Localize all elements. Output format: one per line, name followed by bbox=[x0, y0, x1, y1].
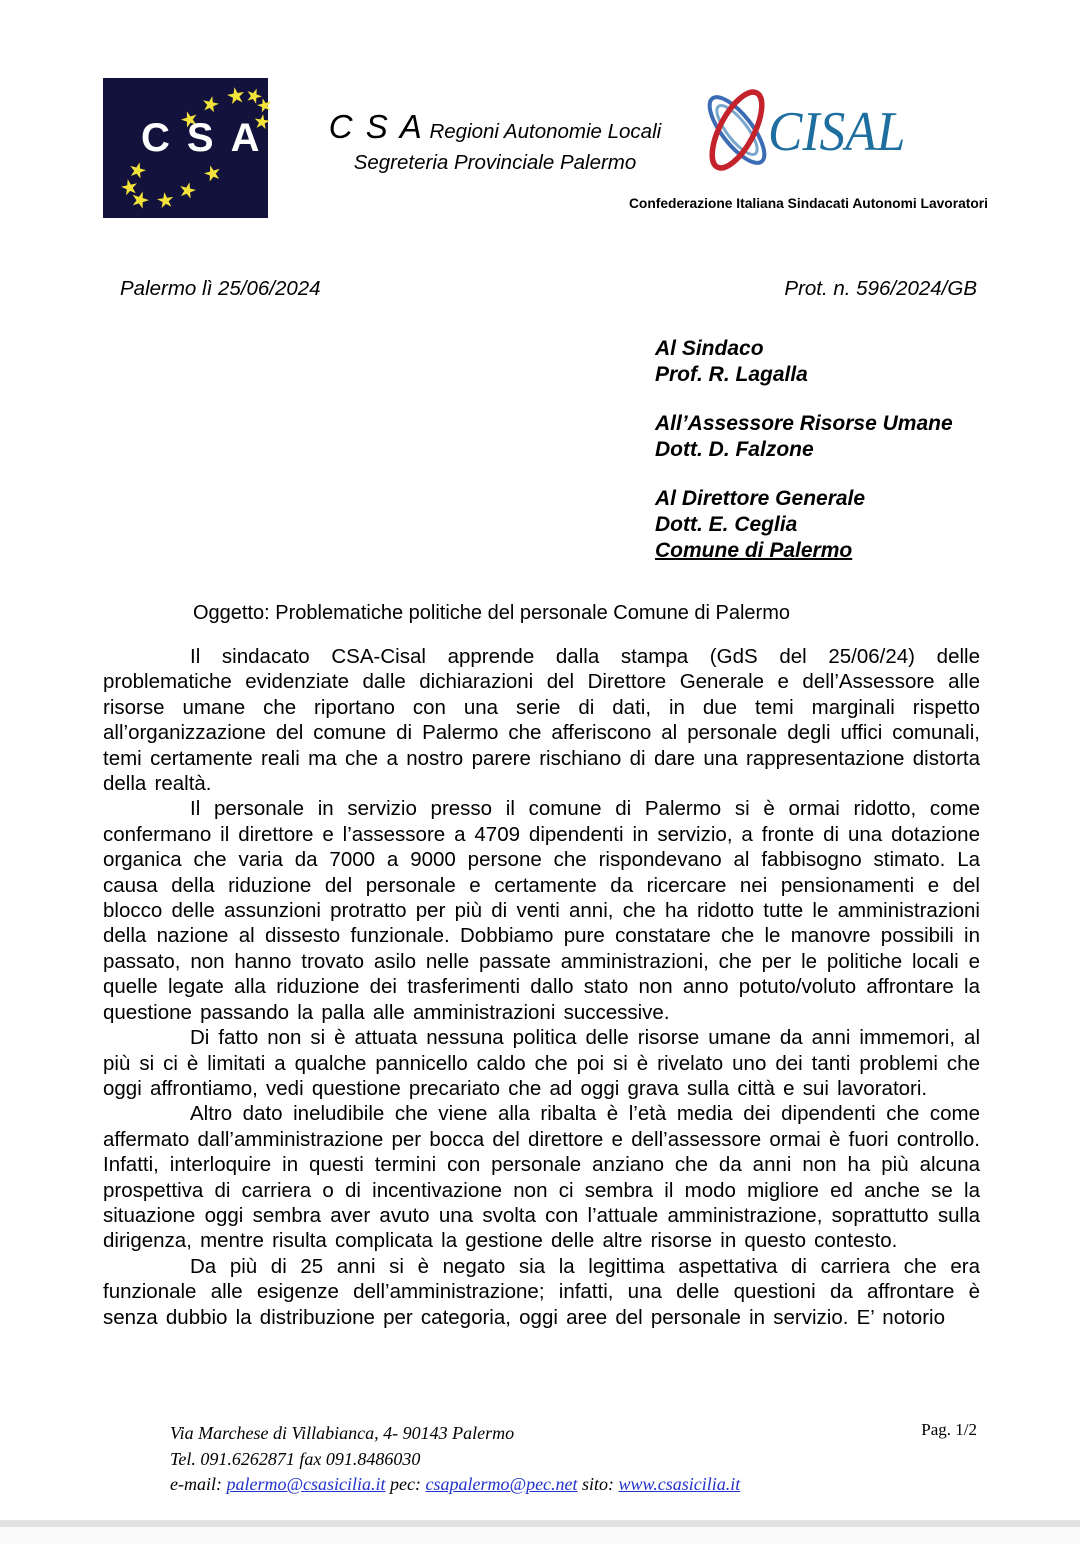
body-paragraph: Il sindacato CSA-Cisal apprende dalla stampa (GdS del 25/06/24) delle problematiche evidenziate dalle dichiarazioni del Direttore Generale e dell’Assessore alle risorse umane che riportano con una serie di dati, in due temi marginali rispetto all’organizzazione del comune di Palermo che afferiscono al personale degli uffici comunali, temi certamente reali ma che a nostro parere rischiano di dare una rappresentazione distorta della realtà. bbox=[103, 645, 980, 796]
eu-star-icon bbox=[200, 94, 220, 114]
eu-star-icon bbox=[129, 189, 152, 212]
footer-email-link[interactable]: palermo@csasicilia.it bbox=[226, 1474, 386, 1494]
viewer-background bbox=[0, 1527, 1080, 1544]
page-indicator: Pag. 1/2 bbox=[921, 1420, 977, 1439]
eu-star-icon bbox=[177, 180, 198, 201]
eu-star-icon bbox=[226, 86, 247, 107]
csa-logo bbox=[103, 78, 277, 218]
footer-pec-label: pec: bbox=[385, 1474, 426, 1494]
footer-address: Via Marchese di Villabianca, 4- 90143 Palermo bbox=[170, 1423, 515, 1443]
eu-star-icon bbox=[202, 163, 223, 184]
recipient-line: Dott. E. Ceglia bbox=[655, 513, 798, 536]
footer-email-label: e-mail: bbox=[170, 1474, 227, 1494]
body-paragraph: Il personale in servizio presso il comune di Palermo si è ormai ridotto, come confermano il direttore e l’assessore a 4709 dipendenti in servizio, a fronte di una dotazione organica che varia da 7000 a 9000 persone che rispondevano al fabbisogno stimato. La causa della riduzione del personale e certamente da ricercare nei pensionamenti e del blocco delle assunzioni protratto per più di venti anni, che ha ridotto tutte le amministrazioni della nazione al dissesto funzionale. Dobbiamo pure constatare che le manovre possibili in passato, non hanno trovato asilo nelle passate amministrazioni, che per le politiche locali e quelle legate alla riduzione dei trasferimenti dallo stato non anno potuto/voluto affrontare la questione passando la palla alle amministrazioni successive. bbox=[103, 797, 980, 1024]
cisal-logo-text: CISAL bbox=[768, 101, 906, 163]
organization-name bbox=[295, 108, 695, 146]
recipient-line: All’Assessore Risorse Umane bbox=[655, 412, 953, 435]
recipient-mayor bbox=[655, 336, 953, 388]
recipient-entity: Comune di Palermo bbox=[655, 539, 853, 562]
eu-star-icon bbox=[255, 96, 273, 114]
org-name-rest: Regioni Autonomie Locali bbox=[429, 120, 662, 143]
recipient-line: Al Direttore Generale bbox=[655, 487, 866, 510]
organization-title-block bbox=[295, 108, 695, 175]
eu-star-icon bbox=[119, 177, 139, 197]
place-date: Palermo lì 25/06/2024 bbox=[120, 277, 321, 300]
body-paragraph: Di fatto non si è attuata nessuna politica delle risorse umane da anni immemori, al più si ci è limitati a qualche pannicello caldo che poi si è rivelato uno dei tanti problemi che oggi affrontiamo, vedi questione precariato che ad oggi grava sulla città e sui lavoratori. bbox=[103, 1026, 980, 1100]
recipient-line: Al Sindaco bbox=[655, 337, 764, 360]
page-bottom-edge bbox=[0, 1520, 1080, 1527]
recipients-block bbox=[655, 336, 953, 587]
eu-star-icon bbox=[127, 160, 148, 181]
eu-star-icon bbox=[244, 86, 265, 107]
body-paragraph: Da più di 25 anni si è negato sia la legittima aspettativa di carriera che era funzionale alle esigenze dell’amministrazione; infatti, una delle questioni da affrontare è senza dubbio la distribuzione per categoria, oggi aree del personale in servizio. E’ notorio bbox=[103, 1254, 980, 1329]
footer-pec-link[interactable]: csapalermo@pec.net bbox=[425, 1474, 578, 1494]
eu-star-icon bbox=[156, 191, 175, 210]
recipient-director bbox=[655, 486, 953, 564]
recipient-line: Prof. R. Lagalla bbox=[655, 363, 808, 386]
cisal-full-name: Confederazione Italiana Sindacati Autonomi Lavoratori bbox=[628, 196, 988, 211]
protocol-number: Prot. n. 596/2024/GB bbox=[784, 277, 977, 300]
body-paragraph: Altro dato ineludibile che viene alla ribalta è l’età media dei dipendenti che come affermato dall’amministrazione per bocca del direttore e dell’assessore ormai è fuori controllo. Infatti, interloquire in questi termini con personale anziano che da anni non ha più alcuna prospettiva di carriera o di incentivazione non ci sembra il modo migliore ed anche se la situazione oggi sembra aver avuto una svolta con l’attuale amministrazione, soprattutto sulla dirigenza, mentre risulta complicata la gestione delle altre risorse in questo contesto. bbox=[103, 1102, 980, 1253]
footer-contact-block bbox=[170, 1421, 740, 1498]
org-name-acronym: C S A bbox=[328, 108, 424, 145]
subject-line: Oggetto: Problematiche politiche del personale Comune di Palermo bbox=[193, 602, 791, 624]
footer-site-link[interactable]: www.csasicilia.it bbox=[618, 1474, 741, 1494]
csa-logo-letters: CSA bbox=[141, 116, 277, 160]
footer-phone: Tel. 091.6262871 fax 091.8486030 bbox=[170, 1448, 421, 1469]
footer-site-label: sito: bbox=[577, 1474, 619, 1494]
org-subtitle: Segreteria Provinciale Palermo bbox=[353, 151, 637, 174]
recipient-assessor bbox=[655, 411, 953, 463]
recipient-line: Dott. D. Falzone bbox=[655, 438, 814, 461]
letter-body bbox=[103, 644, 980, 1330]
footer-links-line bbox=[170, 1472, 740, 1498]
